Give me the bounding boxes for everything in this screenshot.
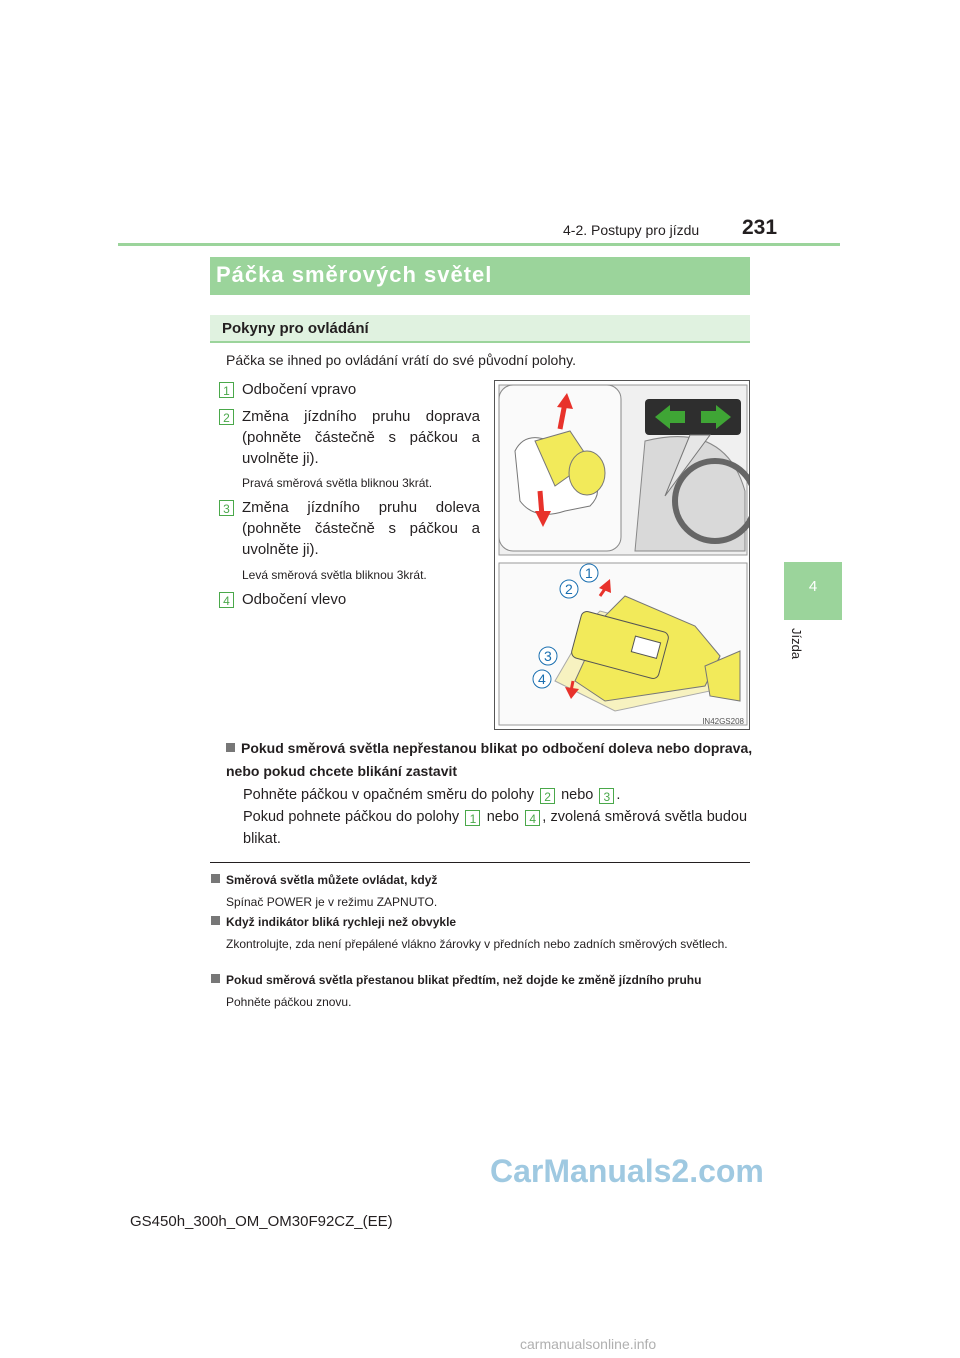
page-title: Páčka směrových světel bbox=[216, 262, 493, 287]
note-text: Spínač POWER je v režimu ZAPNUTO. bbox=[226, 895, 438, 909]
watermark: CarManuals2.com bbox=[490, 1153, 764, 1189]
section-title: 4-2. Postupy pro jízdu bbox=[563, 222, 700, 238]
item-text: Změna jízdního pruhu doprava (pohněte částečně s páčkou a uvolněte ji). bbox=[242, 408, 480, 467]
item-number-badge: 2 bbox=[219, 409, 234, 425]
position-badge: 4 bbox=[525, 810, 540, 826]
footer-code: GS450h_300h_OM_OM30F92CZ_(EE) bbox=[130, 1213, 393, 1230]
item-text: Odbočení vpravo bbox=[242, 381, 357, 398]
position-badge: 2 bbox=[540, 788, 555, 804]
figure-label: 2 bbox=[565, 581, 573, 597]
subtitle: Pokyny pro ovládání bbox=[222, 320, 369, 337]
note-text: Zkontrolujte, zda není přepálené vlákno žárovky v předních nebo zadních směrových světlech. bbox=[226, 937, 728, 951]
chapter-number: 4 bbox=[808, 578, 818, 595]
position-badge: 1 bbox=[465, 810, 480, 826]
square-bullet-icon bbox=[211, 916, 220, 925]
note-text: Pohněte páčkou znovu. bbox=[226, 995, 352, 1009]
square-bullet-icon bbox=[226, 743, 235, 752]
figure-label: 4 bbox=[538, 671, 546, 687]
watermark-bottom: carmanualsonline.info bbox=[520, 1336, 657, 1352]
figure-label: 1 bbox=[585, 565, 593, 581]
item-note: Pravá směrová světla bliknou 3krát. bbox=[242, 476, 433, 490]
square-bullet-icon bbox=[211, 974, 220, 983]
item-text: Odbočení vlevo bbox=[242, 591, 347, 608]
bullet-line-2: Pokud pohnete páčkou do polohy 1 nebo 4 , zvolená směrová světla budou blikat. bbox=[243, 809, 748, 847]
item-text: Změna jízdního pruhu doleva (pohněte částečně s páčkou a uvolněte ji). bbox=[242, 499, 480, 558]
note-heading: Směrová světla můžete ovládat, když bbox=[211, 873, 437, 887]
figure-label: 3 bbox=[544, 648, 552, 664]
page-number: 231 bbox=[742, 216, 778, 239]
lever-illustration bbox=[495, 381, 750, 730]
item-number-badge: 3 bbox=[219, 500, 234, 516]
section-divider bbox=[210, 862, 750, 863]
square-bullet-icon bbox=[211, 874, 220, 883]
chapter-label: Jízda bbox=[789, 628, 804, 660]
position-badge: 3 bbox=[599, 788, 614, 804]
turn-signal-figure bbox=[494, 380, 750, 730]
figure-code: IN42GS208 bbox=[702, 717, 744, 726]
note-heading: Pokud směrová světla přestanou blikat předtím, než dojde ke změně jízdního pruhu bbox=[211, 973, 701, 987]
note-heading: Když indikátor bliká rychleji než obvykle bbox=[211, 915, 456, 929]
bullet-heading: Pokud směrová světla nepřestanou blikat po odbočení doleva nebo doprava, nebo pokud chcete blikání zastavit bbox=[226, 740, 753, 779]
item-number-badge: 1 bbox=[219, 382, 234, 398]
header-rule bbox=[118, 243, 840, 246]
item-note: Levá směrová světla bliknou 3krát. bbox=[242, 568, 427, 582]
item-number-badge: 4 bbox=[219, 592, 234, 608]
bullet-line-1: Pohněte páčkou v opačném směru do polohy 2 nebo 3 . bbox=[243, 787, 621, 804]
intro-text: Páčka se ihned po ovládání vrátí do své původní polohy. bbox=[226, 352, 576, 368]
